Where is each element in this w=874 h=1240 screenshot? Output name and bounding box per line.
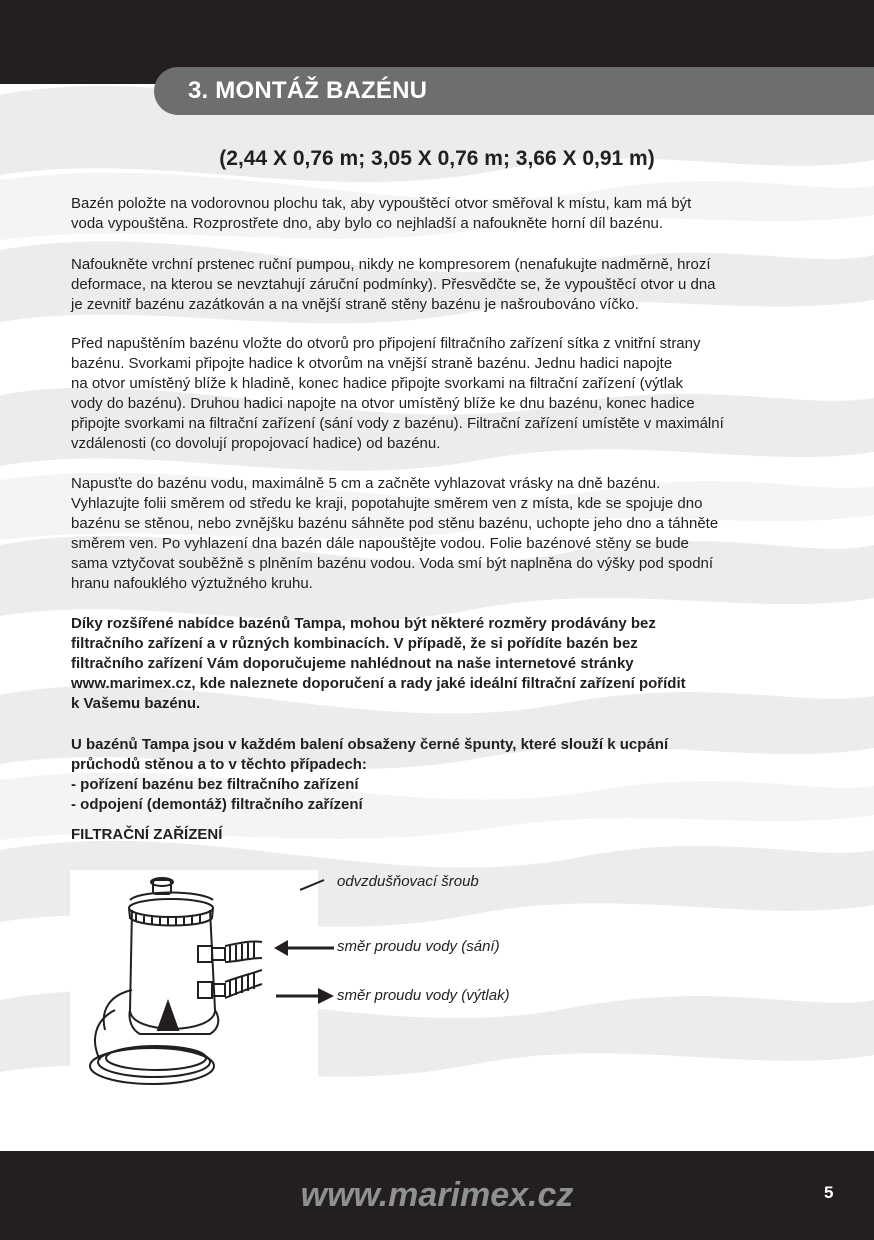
- text-line: sama vztyčovat souběžně s plněním bazénu vodou. Voda smí být naplněna do výšky pod spodní: [71, 555, 714, 572]
- text-line: směrem ven. Po vyhlazení dna bazén dále napouštějte vodou. Folie bazénové stěny se bude: [71, 535, 689, 552]
- text-line: bazénu. Svorkami připojte hadice k otvorům na vnější straně bazénu. Jednu hadici napojte: [71, 355, 673, 372]
- label-intake-direction: směr proudu vody (sání): [337, 938, 500, 955]
- text-line: Nafoukněte vrchní prstenec ruční pumpou, nikdy ne kompresorem (nenafukujte nadměrně, hrozí: [71, 256, 711, 273]
- text-line: vody do bazénu). Druhou hadici napojte na otvor umístěný blíže ke dnu bazénu, konec hadice: [71, 395, 695, 412]
- footer-website-link[interactable]: www.marimex.cz: [300, 1176, 574, 1214]
- text-line: Napusťte do bazénu vodu, maximálně 5 cm a začněte vyhlazovat vrásky na dně bazénu.: [71, 475, 661, 492]
- text-line: Díky rozšířené nabídce bazénů Tampa, mohou být některé rozměry prodávány bez: [71, 615, 656, 632]
- arrow-right-icon: [276, 986, 336, 1006]
- filter-pump-figure: [70, 870, 318, 1094]
- paragraph-placement: [71, 194, 806, 234]
- text-line: deformace, na kterou se nevztahují záruční podmínky). Přesvědčte se, že vypouštěcí otvor u dna: [71, 276, 716, 293]
- text-line: k Vašemu bazénu.: [71, 695, 201, 712]
- text-line: U bazénů Tampa jsou v každém balení obsaženy černé špunty, které slouží k ucpání: [71, 736, 669, 753]
- text-line: - pořízení bazénu bez filtračního zařízení: [71, 776, 359, 793]
- text-line: na otvor umístěný blíže k hladině, konec hadice připojte svorkami na filtrační zařízení (výtlak: [71, 375, 683, 392]
- page-number: 5: [824, 1183, 834, 1202]
- arrow-left-icon: [272, 938, 336, 958]
- text-line: - odpojení (demontáž) filtračního zařízení: [71, 796, 363, 813]
- filter-heading: FILTRAČNÍ ZAŘÍZENÍ: [71, 826, 223, 843]
- text-line: filtračního zařízení Vám doporučujeme nahlédnout na naše internetové stránky: [71, 655, 634, 672]
- pointer-line-vent: [300, 878, 330, 892]
- text-line: bazénu se stěnou, nebo zvnějšku bazénu sáhněte pod stěnu bazénu, uchopte jeho dno a táhněte: [71, 515, 719, 532]
- text-line: www.marimex.cz, kde naleznete doporučení a rady jaké ideální filtrační zařízení pořídit: [71, 675, 686, 692]
- text-line: Před napuštěním bazénu vložte do otvorů pro připojení filtračního zařízení sítka z vnitřní strany: [71, 335, 701, 352]
- text-line: je zevnitř bazénu zazátkován a na vnější straně stěny bazénu je našroubováno víčko.: [71, 296, 639, 313]
- text-line: hranu nafouklého výztužného kruhu.: [71, 575, 313, 592]
- filter-pump-illustration: [70, 870, 318, 1094]
- text-line: filtračního zařízení a v různých kombinacích. V případě, že si pořídíte bazén bez: [71, 635, 638, 652]
- label-vent-screw: odvzdušňovací šroub: [337, 873, 479, 890]
- text-line: připojte svorkami na filtrační zařízení (sání vody z bazénu). Filtrační zařízení umístěte v maximální: [71, 415, 724, 432]
- paragraph-offer-notice: [71, 614, 806, 714]
- paragraph-hoses: [71, 334, 806, 454]
- text-line: vzdálenosti (co dovolují propojovací hadice) od bazénu.: [71, 435, 441, 452]
- label-outflow-direction: směr proudu vody (výtlak): [337, 987, 510, 1004]
- text-line: průchodů stěnou a to v těchto případech:: [71, 756, 367, 773]
- text-line: Vyhlazujte folii směrem od středu ke kraji, popotahujte směrem ven z místa, kde se spojuje dno: [71, 495, 703, 512]
- paragraph-filling: [71, 474, 806, 594]
- text-line: voda vypouštěna. Rozprostřete dno, aby bylo co nejhladší a nafoukněte horní díl bazénu.: [71, 215, 664, 232]
- pool-dimensions: (2,44 X 0,76 m; 3,05 X 0,76 m; 3,66 X 0,91 m): [219, 147, 655, 170]
- paragraph-plugs-notice: [71, 735, 806, 815]
- section-title: 3. MONTÁŽ BAZÉNU: [154, 67, 874, 115]
- text-line: Bazén položte na vodorovnou plochu tak, aby vypouštěcí otvor směřoval k místu, kam má být: [71, 195, 692, 212]
- paragraph-inflation: [71, 255, 806, 315]
